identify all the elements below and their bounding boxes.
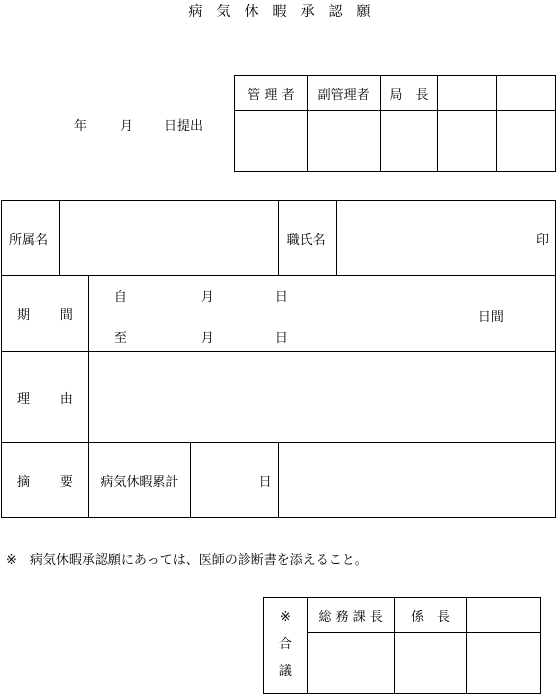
period-from-day: 日 <box>274 290 288 305</box>
approval-header-blank <box>438 76 497 111</box>
summary-label: 摘 要 <box>2 443 89 518</box>
leave-application-form <box>1 200 556 518</box>
period-from-month: 月 <box>200 290 214 305</box>
period-days-label: 日間 <box>477 310 504 325</box>
approval-stamp-cell[interactable] <box>497 111 556 172</box>
period-to-month: 月 <box>200 331 214 346</box>
consultation-header-blank <box>467 598 541 633</box>
period-from-label: 自 <box>113 290 127 305</box>
reason-field[interactable] <box>88 352 555 443</box>
consultation-table <box>263 597 541 694</box>
consultation-stamp-cell[interactable] <box>467 633 541 694</box>
approval-header-director: 局 長 <box>380 76 438 111</box>
cumulative-leave-field[interactable] <box>190 443 278 518</box>
seal-mark: 印 <box>535 232 549 248</box>
consultation-header-general-affairs-chief: 総 務 課 長 <box>307 598 394 633</box>
approval-stamp-cell[interactable] <box>235 111 308 172</box>
submission-month: 月 <box>120 119 134 134</box>
page-title: 病 気 休 暇 承 認 願 <box>188 4 371 20</box>
affiliation-field[interactable] <box>59 201 278 276</box>
consultation-side-label: ※ 合 議 <box>264 598 308 694</box>
cumulative-leave-label: 病気休暇累計 <box>88 443 190 518</box>
consultation-header-section-chief: 係 長 <box>394 598 467 633</box>
period-field[interactable] <box>88 276 555 352</box>
approval-header-deputy-manager: 副管理者 <box>307 76 380 111</box>
affiliation-label: 所属名 <box>2 201 60 276</box>
name-label: 職氏名 <box>278 201 336 276</box>
period-to-label: 至 <box>113 331 127 346</box>
approval-stamp-cell[interactable] <box>307 111 380 172</box>
reason-label: 理 由 <box>2 352 89 443</box>
consultation-stamp-cell[interactable] <box>307 633 394 694</box>
period-to-day: 日 <box>274 331 288 346</box>
approval-header-blank <box>497 76 556 111</box>
period-label: 期 間 <box>2 276 89 352</box>
name-field[interactable] <box>336 201 556 276</box>
submission-day: 日提出 <box>164 119 204 134</box>
cumulative-leave-unit: 日 <box>258 474 272 490</box>
summary-field[interactable] <box>278 443 555 518</box>
consultation-stamp-cell[interactable] <box>394 633 467 694</box>
approval-header-manager: 管 理 者 <box>235 76 308 111</box>
submission-year: 年 <box>74 119 88 134</box>
approval-stamp-cell[interactable] <box>438 111 497 172</box>
approval-stamp-cell[interactable] <box>380 111 438 172</box>
medical-certificate-note: ※ 病気休暇承認願にあっては、医師の診断書を添えること。 <box>6 553 368 568</box>
approval-table <box>234 75 556 172</box>
